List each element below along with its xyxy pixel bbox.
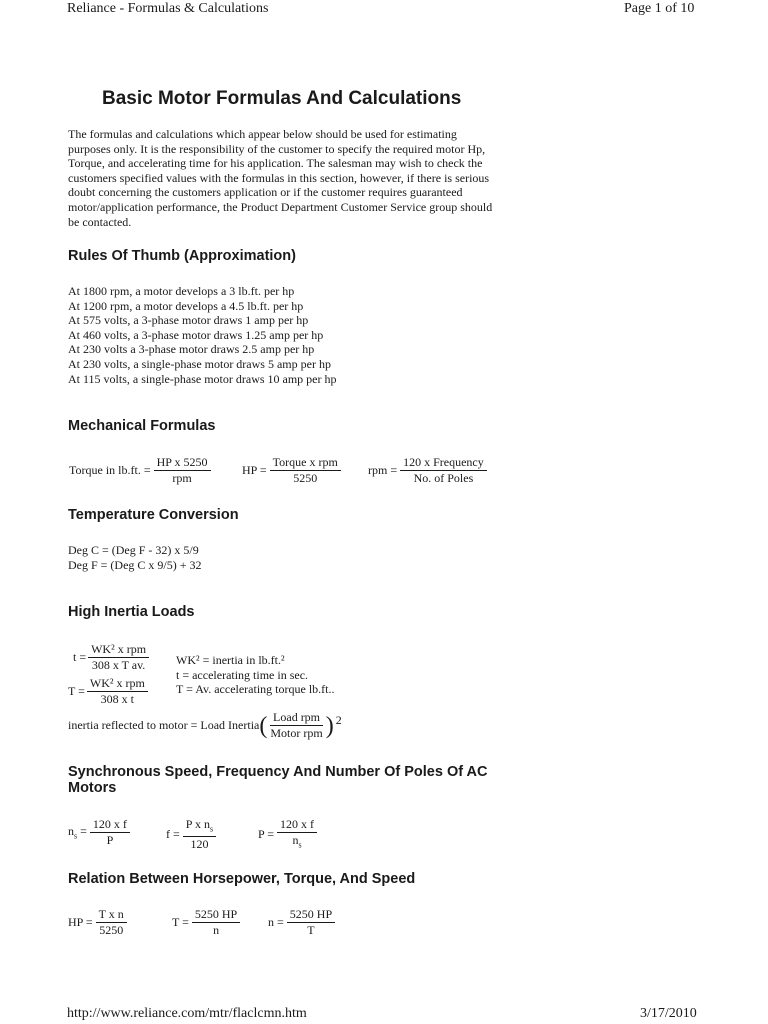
relation-heading: Relation Between Horsepower, Torque, And Speed [68, 871, 416, 887]
page-number: Page 1 of 10 [624, 1, 695, 16]
rule-item: At 575 volts, a 3-phase motor draws 1 amp per hp [68, 313, 309, 328]
temperature-heading: Temperature Conversion [68, 507, 239, 523]
temperature-formulas [68, 543, 202, 572]
intro-line: The formulas and calculations which appear below should be used for estimating [68, 127, 457, 141]
intro-line: Torque, and accelerating time for his application. The salesman may wish to check the [68, 156, 483, 171]
fraction-numerator: 120 x f [90, 818, 130, 833]
subscript: s [210, 824, 214, 834]
intro-line: motor/application performance, the Product Department Customer Service group should [68, 199, 493, 214]
formula-fraction [90, 818, 130, 847]
fraction-denominator: 5250 [293, 471, 318, 485]
fraction-numerator: T x n [96, 908, 127, 923]
formula-lhs: f = [166, 827, 180, 842]
formula-fraction [154, 456, 211, 485]
fraction-denominator: n [213, 923, 220, 937]
fraction-denominator: No. of Poles [413, 471, 474, 485]
rpm-formula [368, 456, 487, 485]
hp-formula [242, 456, 341, 485]
subscript: s [298, 840, 302, 850]
formula-lhs: inertia reflected to motor = Load Inertia [68, 718, 260, 732]
fraction-numerator: Torque x rpm [270, 456, 341, 471]
formula-fraction [277, 818, 317, 851]
fraction-denominator: Motor rpm [270, 726, 323, 740]
denominator-text: n [292, 833, 299, 847]
speed-relation-formula [268, 908, 335, 937]
formula-fraction [400, 456, 487, 485]
intro-line: purposes only. It is the responsibility of the customer to specify the required motor Hp, [68, 141, 486, 156]
formula-lhs: n = [268, 915, 284, 929]
rule-item: At 115 volts, a single-phase motor draws 10 amp per hp [68, 371, 337, 386]
formula-fraction [270, 456, 341, 485]
rule-item: At 1800 rpm, a motor develops a 3 lb.ft. per hp [68, 284, 295, 298]
temperature-line: Deg F = (Deg C x 9/5) + 32 [68, 557, 202, 572]
equals: = [80, 824, 87, 839]
exponent: 2 [335, 713, 342, 727]
intro-line: be contacted. [68, 214, 132, 229]
synchronous-heading [68, 764, 488, 796]
fraction-denominator: rpm [172, 471, 192, 485]
formula-lhs: t = [73, 650, 87, 664]
formula-lhs: P = [258, 827, 274, 842]
subscript: s [74, 831, 78, 841]
frequency-formula [166, 818, 216, 851]
torque-formula [69, 456, 211, 485]
fraction-numerator: 5250 HP [287, 908, 335, 923]
intro-line: doubt concerning the customers application or if the customer requires guaranteed [68, 185, 463, 200]
fraction-numerator: 5250 HP [192, 908, 240, 923]
definition-line: t = accelerating time in sec. [176, 667, 309, 682]
fraction-numerator: WK² x rpm [88, 643, 149, 658]
header-title: Reliance - Formulas & Calculations [67, 1, 269, 16]
formula-lhs: Torque in lb.ft. = [69, 463, 151, 477]
fraction-numerator: 120 x Frequency [400, 456, 487, 471]
ns-symbol: n [68, 824, 74, 839]
fraction-numerator: HP x 5250 [154, 456, 211, 471]
intro-paragraph [68, 127, 528, 229]
formula-fraction [87, 677, 148, 706]
formula-lhs [68, 824, 87, 840]
fraction-numerator: WK² x rpm [87, 677, 148, 692]
page-title: Basic Motor Formulas And Calculations [102, 88, 462, 109]
fraction-denominator: 5250 [99, 923, 124, 937]
hp-relation-formula [68, 908, 127, 937]
inertia-heading: High Inertia Loads [68, 604, 195, 620]
fraction-numerator: 120 x f [277, 818, 317, 833]
formula-lhs: rpm = [368, 463, 398, 477]
formula-fraction [192, 908, 240, 937]
rule-item: At 230 volts, a single-phase motor draws 5 amp per hp [68, 356, 331, 371]
fraction-denominator: T [307, 923, 315, 937]
fraction-denominator [289, 833, 304, 851]
definition-line: WK² = inertia in lb.ft.² [176, 653, 285, 667]
footer-url[interactable]: http://www.reliance.com/mtr/flaclcmn.htm [67, 1006, 307, 1021]
fraction-numerator: Load rpm [270, 711, 323, 726]
numerator-text: P x n [185, 817, 210, 831]
rules-list [68, 284, 337, 386]
accel-time-formula [73, 643, 149, 672]
rule-item: At 460 volts, a 3-phase motor draws 1.25 amp per hp [68, 327, 324, 342]
formula-fraction [88, 643, 149, 672]
footer-date: 3/17/2010 [640, 1006, 697, 1021]
heading-line: Motors [68, 780, 117, 796]
rule-item: At 230 volts a 3-phase motor draws 2.5 amp per hp [68, 342, 315, 357]
formula-lhs: HP = [68, 915, 93, 929]
fraction-numerator [183, 818, 216, 837]
formula-lhs: HP = [242, 463, 267, 477]
fraction-denominator: 120 [190, 837, 209, 852]
inertia-definitions [176, 653, 335, 697]
formula-lhs: T = [68, 684, 85, 698]
sync-speed-formula [68, 818, 130, 847]
reflected-inertia-formula [68, 711, 342, 740]
accel-torque-formula [68, 677, 148, 706]
temperature-line: Deg C = (Deg F - 32) x 5/9 [68, 543, 199, 557]
definition-line: T = Av. accelerating torque lb.ft.. [176, 682, 335, 697]
rule-item: At 1200 rpm, a motor develops a 4.5 lb.ft. per hp [68, 298, 304, 313]
formula-fraction [287, 908, 335, 937]
formula-fraction [96, 908, 127, 937]
fraction-denominator: 308 x T av. [91, 658, 146, 672]
right-paren: ) [325, 712, 334, 739]
poles-formula [258, 818, 317, 851]
formula-fraction [183, 818, 216, 851]
torque-relation-formula [172, 908, 240, 937]
heading-line: Synchronous Speed, Frequency And Number Of Poles Of AC [68, 764, 488, 780]
intro-line: customers specified values with the formulas in this section, however, if there is serious [68, 170, 490, 185]
fraction-denominator: 308 x t [100, 692, 135, 706]
fraction-denominator: P [106, 833, 114, 847]
formula-fraction [267, 711, 325, 740]
formula-lhs: T = [172, 915, 189, 929]
left-paren: ( [259, 712, 268, 739]
rules-heading: Rules Of Thumb (Approximation) [68, 248, 296, 264]
mechanical-heading: Mechanical Formulas [68, 418, 216, 434]
